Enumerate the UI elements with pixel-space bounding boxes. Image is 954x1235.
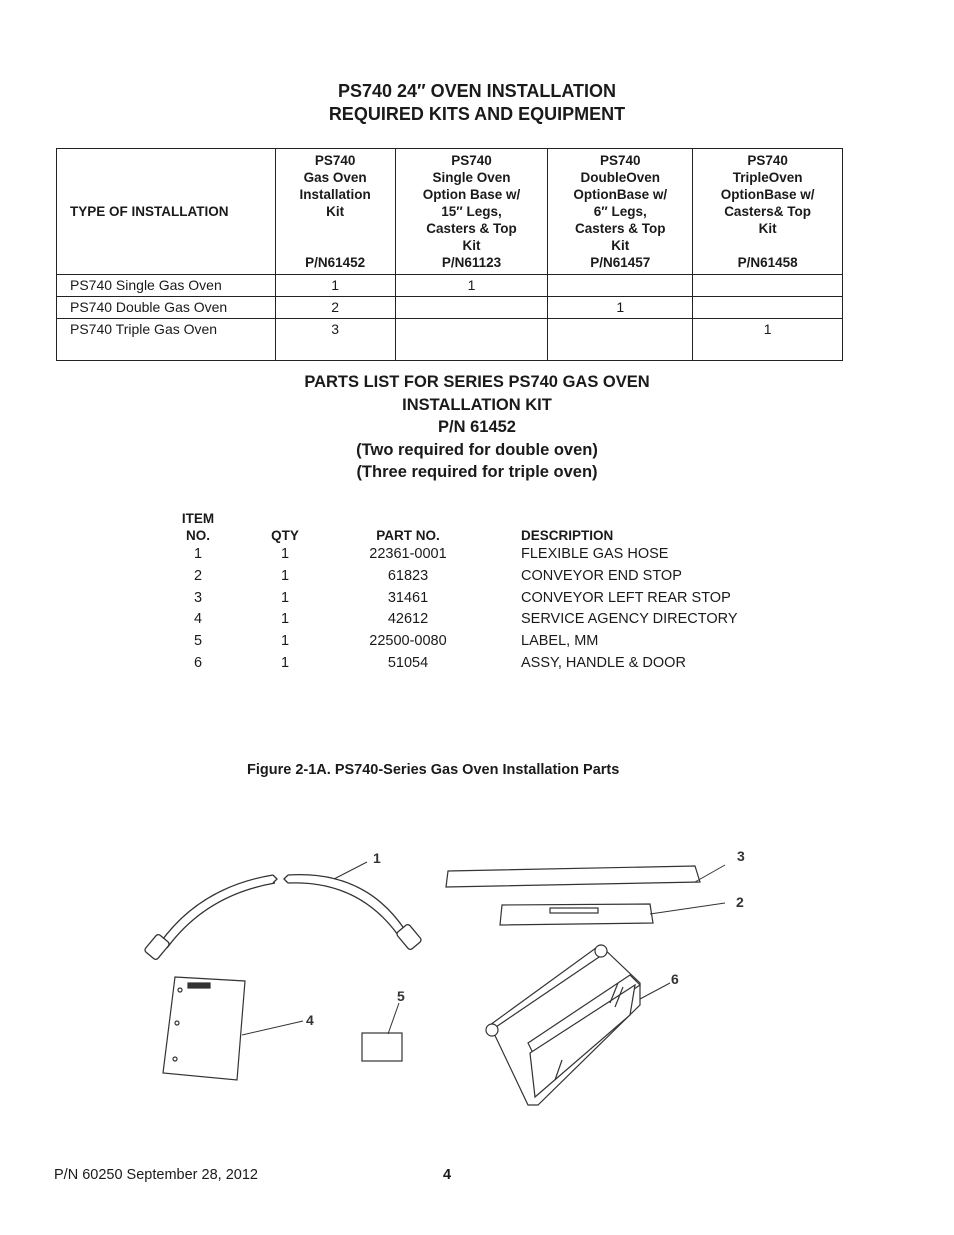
qty: 1 bbox=[280, 546, 290, 562]
label-drawing bbox=[362, 1033, 402, 1061]
installation-type: PS740 Triple Gas Oven bbox=[57, 319, 276, 361]
kit-qty-cell: 1 bbox=[693, 319, 843, 361]
item-no: 5 bbox=[193, 633, 203, 650]
callout-leaders bbox=[242, 862, 725, 1035]
part-no: 31461 bbox=[387, 589, 429, 606]
kit-qty-cell: 1 bbox=[395, 275, 548, 297]
kit-qty-cell bbox=[395, 297, 548, 319]
item-no: 2 bbox=[193, 567, 203, 584]
kit-qty-cell: 1 bbox=[548, 297, 693, 319]
kit-column-header bbox=[395, 149, 548, 275]
qty: 1 bbox=[280, 589, 290, 606]
part-no: 61823 bbox=[387, 567, 429, 584]
kit-qty-cell bbox=[693, 275, 843, 297]
description: ASSY, HANDLE & DOOR bbox=[521, 654, 686, 671]
item-no: 1 bbox=[193, 546, 203, 562]
callout-2: 2 bbox=[736, 894, 744, 910]
kit-qty-cell: 1 bbox=[275, 275, 395, 297]
kit-qty-cell bbox=[548, 319, 693, 361]
title-line-1: PS740 24″ OVEN INSTALLATION bbox=[337, 81, 616, 101]
installation-parts-illustration bbox=[130, 835, 770, 1120]
kit-column-header bbox=[275, 149, 395, 275]
kit-part-number: P/N61458 bbox=[737, 255, 798, 270]
kit-qty-cell bbox=[395, 319, 548, 361]
part-no: 22500-0080 bbox=[369, 633, 447, 650]
kit-name: PS740 TripleOven OptionBase w/ Casters& Top Kit bbox=[720, 153, 815, 236]
left-rear-stop-drawing bbox=[446, 866, 700, 887]
kit-part-number: P/N61457 bbox=[590, 255, 651, 270]
kit-name: PS740 DoubleOven OptionBase w/ 6″ Legs, Casters & Top Kit bbox=[573, 153, 668, 253]
kits-header-row bbox=[57, 149, 843, 275]
kit-qty-cell: 2 bbox=[275, 297, 395, 319]
door-assembly-drawing bbox=[486, 945, 640, 1105]
description: SERVICE AGENCY DIRECTORY bbox=[521, 611, 738, 628]
kit-part-number: P/N61452 bbox=[305, 255, 366, 270]
directory-drawing bbox=[163, 977, 245, 1080]
callout-5: 5 bbox=[397, 988, 405, 1004]
installation-type: PS740 Single Gas Oven bbox=[57, 275, 276, 297]
callout-1: 1 bbox=[373, 850, 381, 866]
parts-title-line: INSTALLATION KIT bbox=[402, 395, 552, 414]
required-kits-table bbox=[56, 148, 843, 361]
page-title bbox=[0, 80, 954, 126]
kit-qty-cell: 3 bbox=[275, 319, 395, 361]
part-no: 51054 bbox=[387, 654, 429, 671]
callout-4: 4 bbox=[306, 1012, 314, 1028]
type-of-installation-header: TYPE OF INSTALLATION bbox=[57, 149, 276, 275]
parts-title-line: (Two required for double oven) bbox=[356, 440, 598, 459]
part-no: 22361-0001 bbox=[369, 546, 447, 562]
kit-qty-cell bbox=[548, 275, 693, 297]
kit-name: PS740 Gas Oven Installation Kit bbox=[299, 153, 371, 219]
callout-6: 6 bbox=[671, 971, 679, 987]
qty: 1 bbox=[280, 654, 290, 671]
item-no: 4 bbox=[193, 611, 203, 628]
description: CONVEYOR LEFT REAR STOP bbox=[521, 589, 731, 606]
description: CONVEYOR END STOP bbox=[521, 567, 682, 584]
description-header: DESCRIPTION bbox=[521, 528, 614, 543]
qty: 1 bbox=[280, 567, 290, 584]
title-line-2: REQUIRED KITS AND EQUIPMENT bbox=[328, 104, 626, 124]
parts-title-line: (Three required for triple oven) bbox=[356, 463, 598, 481]
installation-type: PS740 Double Gas Oven bbox=[57, 297, 276, 319]
part-no-header: PART NO. bbox=[376, 528, 440, 543]
qty-header: QTY bbox=[271, 528, 299, 543]
description: LABEL, MM bbox=[521, 633, 599, 650]
page-number: 4 bbox=[443, 1167, 452, 1183]
description: FLEXIBLE GAS HOSE bbox=[521, 546, 669, 562]
gas-hose-drawing bbox=[144, 875, 422, 961]
kit-name: PS740 Single Oven Option Base w/ 15″ Legs, Casters & Top Kit bbox=[422, 153, 521, 253]
parts-title-line: PARTS LIST FOR SERIES PS740 GAS OVEN bbox=[304, 373, 650, 391]
item-no: 3 bbox=[193, 589, 203, 606]
kit-column-header bbox=[693, 149, 843, 275]
callout-3: 3 bbox=[737, 848, 745, 864]
parts-title-line: P/N 61452 bbox=[438, 418, 516, 436]
kit-qty-cell bbox=[693, 297, 843, 319]
table-row bbox=[57, 275, 843, 297]
item-no: 6 bbox=[193, 654, 203, 671]
figure-caption: Figure 2-1A. PS740-Series Gas Oven Installation Parts bbox=[247, 762, 620, 778]
table-row bbox=[57, 297, 843, 319]
kit-column-header bbox=[548, 149, 693, 275]
end-stop-drawing bbox=[500, 904, 653, 925]
footer-part-number-date: P/N 60250 September 28, 2012 bbox=[54, 1167, 258, 1183]
item-no-header: ITEM NO. bbox=[181, 511, 215, 543]
kit-part-number: P/N61123 bbox=[441, 255, 502, 270]
qty: 1 bbox=[280, 633, 290, 650]
table-row bbox=[57, 319, 843, 361]
parts-list-title bbox=[0, 371, 954, 484]
qty: 1 bbox=[280, 611, 290, 628]
part-no: 42612 bbox=[387, 611, 429, 628]
